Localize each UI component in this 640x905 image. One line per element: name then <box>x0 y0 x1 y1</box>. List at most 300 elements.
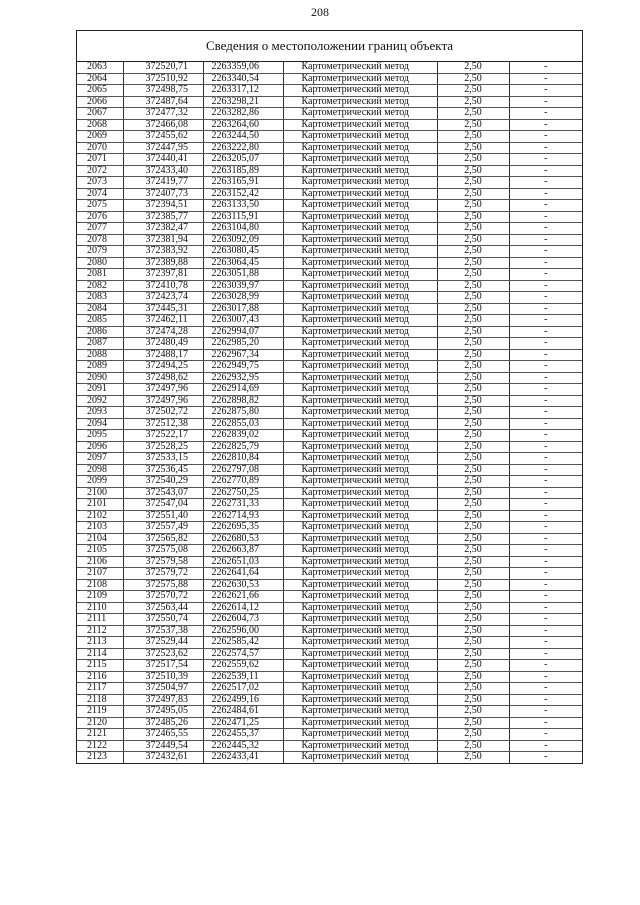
x-coordinate-cell: 372419,77 <box>123 177 203 189</box>
accuracy-cell: 2,50 <box>437 476 509 488</box>
point-number-cell: 2110 <box>77 602 123 614</box>
point-number-cell: 2074 <box>77 188 123 200</box>
x-coordinate-cell: 372579,72 <box>123 568 203 580</box>
method-cell: Картометрический метод <box>283 223 437 235</box>
method-cell: Картометрический метод <box>283 453 437 465</box>
table-row <box>77 717 582 729</box>
table-row <box>77 246 582 258</box>
accuracy-cell: 2,50 <box>437 372 509 384</box>
y-coordinate-cell: 2263317,12 <box>203 85 283 97</box>
note-cell: - <box>509 73 582 85</box>
accuracy-cell: 2,50 <box>437 453 509 465</box>
accuracy-cell: 2,50 <box>437 234 509 246</box>
method-cell: Картометрический метод <box>283 717 437 729</box>
table-row <box>77 234 582 246</box>
point-number-cell: 2092 <box>77 395 123 407</box>
note-cell: - <box>509 246 582 258</box>
point-number-cell: 2093 <box>77 407 123 419</box>
accuracy-cell: 2,50 <box>437 395 509 407</box>
note-cell: - <box>509 349 582 361</box>
point-number-cell: 2095 <box>77 430 123 442</box>
point-number-cell: 2066 <box>77 96 123 108</box>
y-coordinate-cell: 2262750,25 <box>203 487 283 499</box>
x-coordinate-cell: 372474,28 <box>123 326 203 338</box>
point-number-cell: 2109 <box>77 591 123 603</box>
method-cell: Картометрический метод <box>283 211 437 223</box>
method-cell: Картометрический метод <box>283 292 437 304</box>
point-number-cell: 2079 <box>77 246 123 258</box>
y-coordinate-cell: 2262517,02 <box>203 683 283 695</box>
y-coordinate-cell: 2262663,87 <box>203 545 283 557</box>
y-coordinate-cell: 2262471,25 <box>203 717 283 729</box>
point-number-cell: 2085 <box>77 315 123 327</box>
x-coordinate-cell: 372432,61 <box>123 752 203 763</box>
point-number-cell: 2064 <box>77 73 123 85</box>
y-coordinate-cell: 2262621,66 <box>203 591 283 603</box>
x-coordinate-cell: 372551,40 <box>123 510 203 522</box>
table-row <box>77 418 582 430</box>
table-row <box>77 269 582 281</box>
method-cell: Картометрический метод <box>283 671 437 683</box>
method-cell: Картометрический метод <box>283 315 437 327</box>
note-cell: - <box>509 395 582 407</box>
x-coordinate-cell: 372502,72 <box>123 407 203 419</box>
coordinates-table <box>77 62 582 763</box>
y-coordinate-cell: 2263185,89 <box>203 165 283 177</box>
table-row <box>77 579 582 591</box>
x-coordinate-cell: 372466,08 <box>123 119 203 131</box>
table-row <box>77 131 582 143</box>
point-number-cell: 2120 <box>77 717 123 729</box>
method-cell: Картометрический метод <box>283 441 437 453</box>
table-row <box>77 614 582 626</box>
accuracy-cell: 2,50 <box>437 637 509 649</box>
y-coordinate-cell: 2262596,00 <box>203 625 283 637</box>
note-cell: - <box>544 751 548 763</box>
point-number-cell: 2113 <box>77 637 123 649</box>
table-row <box>77 200 582 212</box>
accuracy-cell: 2,50 <box>437 165 509 177</box>
y-coordinate-cell: 2263007,43 <box>203 315 283 327</box>
y-coordinate-cell: 2263115,91 <box>203 211 283 223</box>
note-cell: - <box>509 522 582 534</box>
table-row <box>77 315 582 327</box>
note-cell: - <box>509 660 582 672</box>
note-cell: - <box>509 418 582 430</box>
method-cell: Картометрический метод <box>283 234 437 246</box>
point-number-cell: 2083 <box>77 292 123 304</box>
accuracy-cell: 2,50 <box>437 96 509 108</box>
accuracy-cell: 2,50 <box>437 579 509 591</box>
x-coordinate-cell: 372397,81 <box>123 269 203 281</box>
method-cell: Картометрический метод <box>283 533 437 545</box>
accuracy-cell: 2,50 <box>437 648 509 660</box>
accuracy-cell: 2,50 <box>437 257 509 269</box>
x-coordinate-cell: 372480,49 <box>123 338 203 350</box>
y-coordinate-cell: 2263080,45 <box>203 246 283 258</box>
accuracy-cell: 2,50 <box>437 223 509 235</box>
note-cell: - <box>509 303 582 315</box>
y-coordinate-cell: 2262898,82 <box>203 395 283 407</box>
method-cell: Картометрический метод <box>283 487 437 499</box>
x-coordinate-cell: 372517,54 <box>123 660 203 672</box>
method-cell: Картометрический метод <box>283 188 437 200</box>
method-cell: Картометрический метод <box>283 752 437 763</box>
y-coordinate-cell: 2262585,42 <box>203 637 283 649</box>
table-row <box>77 660 582 672</box>
table-row <box>77 188 582 200</box>
accuracy-cell: 2,50 <box>437 246 509 258</box>
point-number-cell: 2112 <box>77 625 123 637</box>
point-number-cell: 2065 <box>77 85 123 97</box>
accuracy-cell: 2,50 <box>437 740 509 752</box>
x-coordinate-cell: 372455,62 <box>123 131 203 143</box>
note-cell: - <box>509 234 582 246</box>
note-cell: - <box>509 476 582 488</box>
y-coordinate-cell: 2262949,75 <box>203 361 283 373</box>
accuracy-cell: 2,50 <box>437 131 509 143</box>
method-cell: Картометрический метод <box>283 476 437 488</box>
method-cell: Картометрический метод <box>283 499 437 511</box>
accuracy-cell: 2,50 <box>437 280 509 292</box>
page-number: 208 <box>311 5 329 19</box>
accuracy-cell: 2,50 <box>437 752 509 763</box>
method-cell: Картометрический метод <box>283 522 437 534</box>
method-cell: Картометрический метод <box>283 349 437 361</box>
point-number-cell: 2106 <box>77 556 123 568</box>
note-cell: - <box>509 602 582 614</box>
x-coordinate-cell: 372410,78 <box>123 280 203 292</box>
accuracy-cell: 2,50 <box>437 315 509 327</box>
note-cell: - <box>509 648 582 660</box>
point-number-cell: 2099 <box>77 476 123 488</box>
y-coordinate-cell: 2262932,95 <box>203 372 283 384</box>
point-number-cell: 2075 <box>77 200 123 212</box>
table-row <box>77 464 582 476</box>
method-cell: Картометрический метод <box>283 648 437 660</box>
y-coordinate-cell: 2262825,79 <box>203 441 283 453</box>
note-cell: - <box>509 108 582 120</box>
x-coordinate-cell: 372498,75 <box>123 85 203 97</box>
note-cell: - <box>509 407 582 419</box>
method-cell: Картометрический метод <box>283 430 437 442</box>
method-cell: Картометрический метод <box>283 637 437 649</box>
y-coordinate-cell: 2262484,61 <box>203 706 283 718</box>
accuracy-cell: 2,50 <box>437 338 509 350</box>
method-cell: Картометрический метод <box>283 694 437 706</box>
accuracy-cell: 2,50 <box>437 717 509 729</box>
method-cell: Картометрический метод <box>283 556 437 568</box>
x-coordinate-cell: 372383,92 <box>123 246 203 258</box>
accuracy-cell: 2,50 <box>437 119 509 131</box>
point-number-cell: 2108 <box>77 579 123 591</box>
point-number-cell: 2084 <box>77 303 123 315</box>
method-cell: Картометрический метод <box>283 131 437 143</box>
point-number-cell: 2123 <box>77 752 123 763</box>
point-number-cell: 2063 <box>77 62 123 73</box>
table-row <box>77 510 582 522</box>
point-number-cell: 2077 <box>77 223 123 235</box>
accuracy-cell: 2,50 <box>437 556 509 568</box>
accuracy-cell: 2,50 <box>437 499 509 511</box>
method-cell: Картометрический метод <box>283 119 437 131</box>
method-cell: Картометрический метод <box>283 62 437 73</box>
note-cell: - <box>509 223 582 235</box>
y-coordinate-cell: 2262455,37 <box>203 729 283 741</box>
method-cell: Картометрический метод <box>283 280 437 292</box>
table-row <box>77 499 582 511</box>
note-cell: - <box>509 361 582 373</box>
point-number-cell: 2081 <box>77 269 123 281</box>
table-row <box>77 453 582 465</box>
x-coordinate-cell: 372504,97 <box>123 683 203 695</box>
accuracy-cell: 2,50 <box>437 200 509 212</box>
point-number-cell: 2078 <box>77 234 123 246</box>
y-coordinate-cell: 2262994,07 <box>203 326 283 338</box>
note-cell: - <box>509 510 582 522</box>
table-row <box>77 533 582 545</box>
table-row <box>77 154 582 166</box>
table-row <box>77 73 582 85</box>
y-coordinate-cell: 2263133,50 <box>203 200 283 212</box>
method-cell: Картометрический метод <box>283 257 437 269</box>
table-row <box>77 326 582 338</box>
note-cell: - <box>509 740 582 752</box>
point-number-cell: 2096 <box>77 441 123 453</box>
note-cell: - <box>509 637 582 649</box>
y-coordinate-cell: 2263165,91 <box>203 177 283 189</box>
note-cell: - <box>509 384 582 396</box>
x-coordinate-cell: 372433,40 <box>123 165 203 177</box>
note-cell: - <box>509 591 582 603</box>
y-coordinate-cell: 2262614,12 <box>203 602 283 614</box>
y-coordinate-cell: 2262559,62 <box>203 660 283 672</box>
x-coordinate-cell: 372465,55 <box>123 729 203 741</box>
y-coordinate-cell: 2263028,99 <box>203 292 283 304</box>
coordinates-table-body <box>77 62 582 763</box>
note-cell: - <box>509 453 582 465</box>
point-number-cell: 2104 <box>77 533 123 545</box>
table-row <box>77 648 582 660</box>
accuracy-cell: 2,50 <box>437 625 509 637</box>
x-coordinate-cell: 372533,15 <box>123 453 203 465</box>
x-coordinate-cell: 372522,17 <box>123 430 203 442</box>
table-row <box>77 211 582 223</box>
note-cell: - <box>509 614 582 626</box>
table-row <box>77 556 582 568</box>
note-cell: - <box>509 315 582 327</box>
method-cell: Картометрический метод <box>283 740 437 752</box>
point-number-cell: 2115 <box>77 660 123 672</box>
table-row <box>77 119 582 131</box>
y-coordinate-cell: 2262875,80 <box>203 407 283 419</box>
note-cell: - <box>509 671 582 683</box>
method-cell: Картометрический метод <box>283 177 437 189</box>
y-coordinate-cell: 2263282,86 <box>203 108 283 120</box>
point-number-cell: 2098 <box>77 464 123 476</box>
y-coordinate-cell: 2263222,80 <box>203 142 283 154</box>
accuracy-cell: 2,50 <box>437 303 509 315</box>
note-cell: - <box>509 729 582 741</box>
method-cell: Картометрический метод <box>283 407 437 419</box>
table-row <box>77 729 582 741</box>
table-row <box>77 407 582 419</box>
x-coordinate-cell: 372563,44 <box>123 602 203 614</box>
method-cell: Картометрический метод <box>283 372 437 384</box>
x-coordinate-cell: 372389,88 <box>123 257 203 269</box>
accuracy-cell: 2,50 <box>437 545 509 557</box>
table-row <box>77 372 582 384</box>
method-cell: Картометрический метод <box>283 660 437 672</box>
point-number-cell: 2089 <box>77 361 123 373</box>
x-coordinate-cell: 372477,32 <box>123 108 203 120</box>
x-coordinate-cell: 372510,39 <box>123 671 203 683</box>
accuracy-cell: 2,50 <box>437 602 509 614</box>
accuracy-cell: 2,50 <box>437 269 509 281</box>
y-coordinate-cell: 2262810,84 <box>203 453 283 465</box>
table-row <box>77 96 582 108</box>
method-cell: Картометрический метод <box>283 614 437 626</box>
y-coordinate-cell: 2263152,42 <box>203 188 283 200</box>
table-row <box>77 292 582 304</box>
y-coordinate-cell: 2262731,33 <box>203 499 283 511</box>
note-cell: - <box>509 142 582 154</box>
y-coordinate-cell: 2262499,16 <box>203 694 283 706</box>
accuracy-cell: 2,50 <box>437 73 509 85</box>
y-coordinate-cell: 2263340,54 <box>203 73 283 85</box>
method-cell: Картометрический метод <box>283 108 437 120</box>
accuracy-cell: 2,50 <box>437 568 509 580</box>
x-coordinate-cell: 372382,47 <box>123 223 203 235</box>
table-row <box>77 740 582 752</box>
y-coordinate-cell: 2263039,97 <box>203 280 283 292</box>
x-coordinate-cell: 372575,88 <box>123 579 203 591</box>
x-coordinate-cell: 372487,64 <box>123 96 203 108</box>
point-number-cell: 2105 <box>77 545 123 557</box>
x-coordinate-cell: 372550,74 <box>123 614 203 626</box>
method-cell: Картометрический метод <box>283 154 437 166</box>
x-coordinate-cell: 372447,95 <box>123 142 203 154</box>
method-cell: Картометрический метод <box>283 579 437 591</box>
point-number-cell: 2114 <box>77 648 123 660</box>
method-cell: Картометрический метод <box>283 85 437 97</box>
point-number-cell: 2116 <box>77 671 123 683</box>
y-coordinate-cell: 2262914,69 <box>203 384 283 396</box>
point-number-cell: 2076 <box>77 211 123 223</box>
method-cell: Картометрический метод <box>283 729 437 741</box>
point-number-cell: 2101 <box>77 499 123 511</box>
y-coordinate-cell: 2263104,80 <box>203 223 283 235</box>
y-coordinate-cell: 2262967,34 <box>203 349 283 361</box>
note-cell: - <box>509 338 582 350</box>
boundary-table-sheet <box>76 30 583 764</box>
point-number-cell: 2088 <box>77 349 123 361</box>
point-number-cell: 2067 <box>77 108 123 120</box>
x-coordinate-cell: 372579,58 <box>123 556 203 568</box>
accuracy-cell: 2,50 <box>437 349 509 361</box>
accuracy-cell: 2,50 <box>437 706 509 718</box>
x-coordinate-cell: 372495,05 <box>123 706 203 718</box>
note-cell: - <box>509 464 582 476</box>
accuracy-cell: 2,50 <box>437 292 509 304</box>
method-cell: Картометрический метод <box>283 96 437 108</box>
point-number-cell: 2072 <box>77 165 123 177</box>
note-cell: - <box>509 62 582 73</box>
table-row <box>77 487 582 499</box>
accuracy-cell: 2,50 <box>437 108 509 120</box>
y-coordinate-cell: 2263264,60 <box>203 119 283 131</box>
table-row <box>77 280 582 292</box>
table-row <box>77 683 582 695</box>
table-row <box>77 338 582 350</box>
y-coordinate-cell: 2262445,32 <box>203 740 283 752</box>
note-cell: - <box>509 556 582 568</box>
note-cell: - <box>509 683 582 695</box>
note-cell: - <box>509 200 582 212</box>
y-coordinate-cell: 2263051,88 <box>203 269 283 281</box>
x-coordinate-cell: 372510,92 <box>123 73 203 85</box>
x-coordinate-cell: 372449,54 <box>123 740 203 752</box>
y-coordinate-cell: 2262651,03 <box>203 556 283 568</box>
point-number-cell: 2082 <box>77 280 123 292</box>
method-cell: Картометрический метод <box>283 464 437 476</box>
note-cell: - <box>509 326 582 338</box>
x-coordinate-cell: 372565,82 <box>123 533 203 545</box>
table-title: Сведения о местоположении границ объекта <box>77 31 582 62</box>
point-number-cell: 2094 <box>77 418 123 430</box>
x-coordinate-cell: 372423,74 <box>123 292 203 304</box>
point-number-cell: 2090 <box>77 372 123 384</box>
y-coordinate-cell: 2262433,41 <box>203 752 283 763</box>
y-coordinate-cell: 2262839,02 <box>203 430 283 442</box>
x-coordinate-cell: 372523,62 <box>123 648 203 660</box>
x-coordinate-cell: 372540,29 <box>123 476 203 488</box>
point-number-cell: 2118 <box>77 694 123 706</box>
note-cell: - <box>509 568 582 580</box>
x-coordinate-cell: 372575,08 <box>123 545 203 557</box>
x-coordinate-cell: 372462,11 <box>123 315 203 327</box>
method-cell: Картометрический метод <box>283 165 437 177</box>
table-row <box>77 637 582 649</box>
note-cell: - <box>509 280 582 292</box>
point-number-cell: 2087 <box>77 338 123 350</box>
accuracy-cell: 2,50 <box>437 464 509 476</box>
table-row <box>77 85 582 97</box>
x-coordinate-cell: 372557,49 <box>123 522 203 534</box>
point-number-cell: 2091 <box>77 384 123 396</box>
method-cell: Картометрический метод <box>283 338 437 350</box>
note-cell: - <box>509 441 582 453</box>
method-cell: Картометрический метод <box>283 73 437 85</box>
point-number-cell: 2122 <box>77 740 123 752</box>
y-coordinate-cell: 2263017,88 <box>203 303 283 315</box>
point-number-cell: 2102 <box>77 510 123 522</box>
point-number-cell: 2107 <box>77 568 123 580</box>
table-row <box>77 694 582 706</box>
x-coordinate-cell: 372445,31 <box>123 303 203 315</box>
accuracy-cell: 2,50 <box>437 522 509 534</box>
accuracy-cell: 2,50 <box>437 211 509 223</box>
x-coordinate-cell: 372543,07 <box>123 487 203 499</box>
method-cell: Картометрический метод <box>283 303 437 315</box>
accuracy-cell: 2,50 <box>437 326 509 338</box>
y-coordinate-cell: 2263244,50 <box>203 131 283 143</box>
method-cell: Картометрический метод <box>283 269 437 281</box>
point-number-cell: 2100 <box>77 487 123 499</box>
note-cell: - <box>509 211 582 223</box>
table-row <box>77 545 582 557</box>
x-coordinate-cell: 372488,17 <box>123 349 203 361</box>
